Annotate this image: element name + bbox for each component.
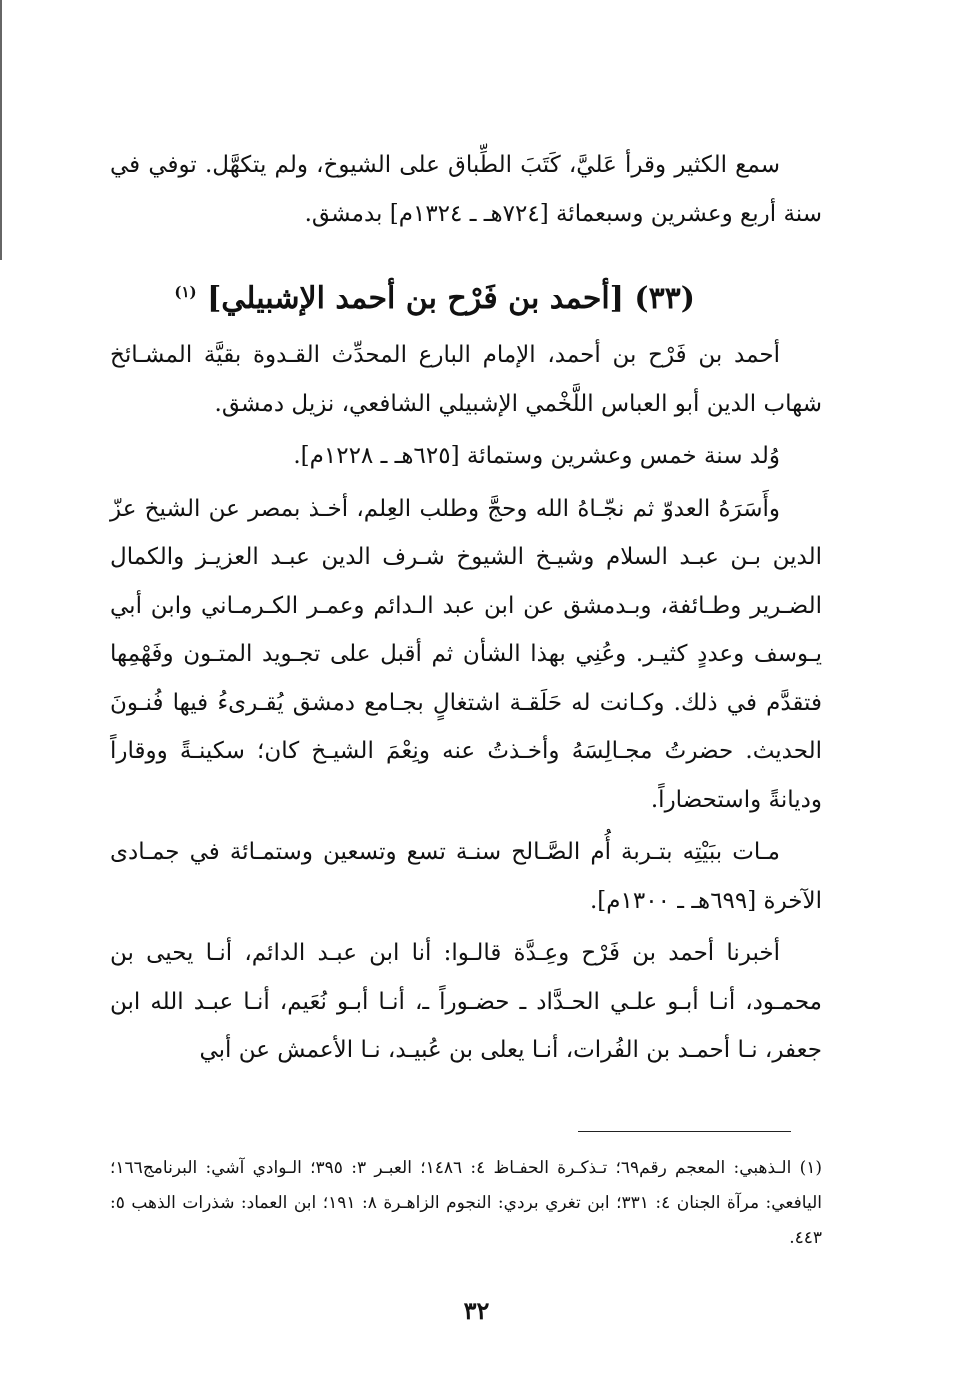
- entry-heading: [174, 262, 695, 329]
- page-edge-line: [0, 0, 2, 260]
- bio-paragraph-1: أحمد بن فَرْح بن أحمد، الإمام البارع المحدِّث القـدوة بقيَّة المشـائخ شهاب الدين أبو العباس اللَّخْمي الإشبيلي الشافعي، نزيل دمشق.: [110, 342, 822, 417]
- bio-paragraph-5: أخبرنا أحمد بن فَرْح وعِـدَّة قالـوا: أنا ابن عبـد الدائم، أنـا يحيى بن محمـود، أنـا أبـو علـي الحـدَّاد ـ حضـوراً ـ، أنـا أبـو نُعَيم، أنـا عبـد الله ابن جعفر، نـا أحمـد بن الفُرات، أنـا يعلى بن عُبيـد، نـا الأعمش عن أبي: [110, 940, 822, 1063]
- bio-paragraph-4: مـات ببَيْتِه بتـربة أُم الصَّـالح سنـة تسع وتسعين وستمـائة في جمـادى الآخرة [٦٩٩هـ ـ ١٣٠٠م].: [110, 839, 822, 914]
- entry-heading-footnote-ref: (١): [174, 283, 197, 301]
- footnote: [110, 1151, 822, 1256]
- entry-body: [110, 331, 822, 1075]
- footnote-text: (١) الـذهبي: المعجم رقم٦٩؛ تـذكـرة الحفـاظ ٤: ١٤٨٦؛ العبـر ٣: ٣٩٥؛ الـوادي آشي: البرنامج١٦٦؛ اليافعي: مرآة الجنان ٤: ٣٣١؛ ابن تغري بردي: النجوم الزاهـرة ٨: ١٩١؛ ابن العماد: شذرات الذهب ٥: ٤٤٣.: [110, 1158, 822, 1248]
- intro-paragraph: سمع الكثير وقرأ عَليَّ، كَتَبَ الطِّباق على الشيوخ، ولم يتكهَّل. توفي في سنة أربع وعشرين وسبعمائة [٧٢٤هـ ـ ١٣٢٤م] بدمشق.: [110, 152, 822, 227]
- intro-paragraph-block: [110, 141, 822, 238]
- entry-heading-text: (٣٣) [أحمد بن فَرْح بن أحمد الإشبيلي]: [207, 281, 695, 316]
- bio-paragraph-2: وُلد سنة خمس وعشرين وستمائة [٦٢٥هـ ـ ١٢٢٨م].: [293, 443, 780, 469]
- page-number: ٣٢: [463, 1296, 490, 1325]
- bio-paragraph-3: وأَسَرَهُ العدوّ ثم نجّـاهُ الله وحجَّ وطلب العِلم، أخـذ بمصر عن الشيخ عزّ الدين بـن عبـد السلام وشيـخ الشيوخ شـرف الدين عبـد العزيـز والكمال الضـرير وطـائفة، وبـدمشق عن ابن عبد الـدائم وعمـر الكـرمـاني وابن أبي يـوسف وعددٍ كثيـر. وعُنِي بهذا الشأن ثم أقبل على تجـويد المتـون وفَهْمِها فتقدَّم في ذلك. وكـانت له حَلَقـة اشتغالٍ بجـامع دمشق يُقـرىءُ فيها فُنـونَ الحديث. حضرتُ مجـالِسَهُ وأخـذتُ عنه ونِعْمَ الشيـخ كان؛ سكينـةً ووقاراً وديانةً واستحضاراً.: [110, 495, 822, 813]
- footnote-separator: [578, 1131, 791, 1132]
